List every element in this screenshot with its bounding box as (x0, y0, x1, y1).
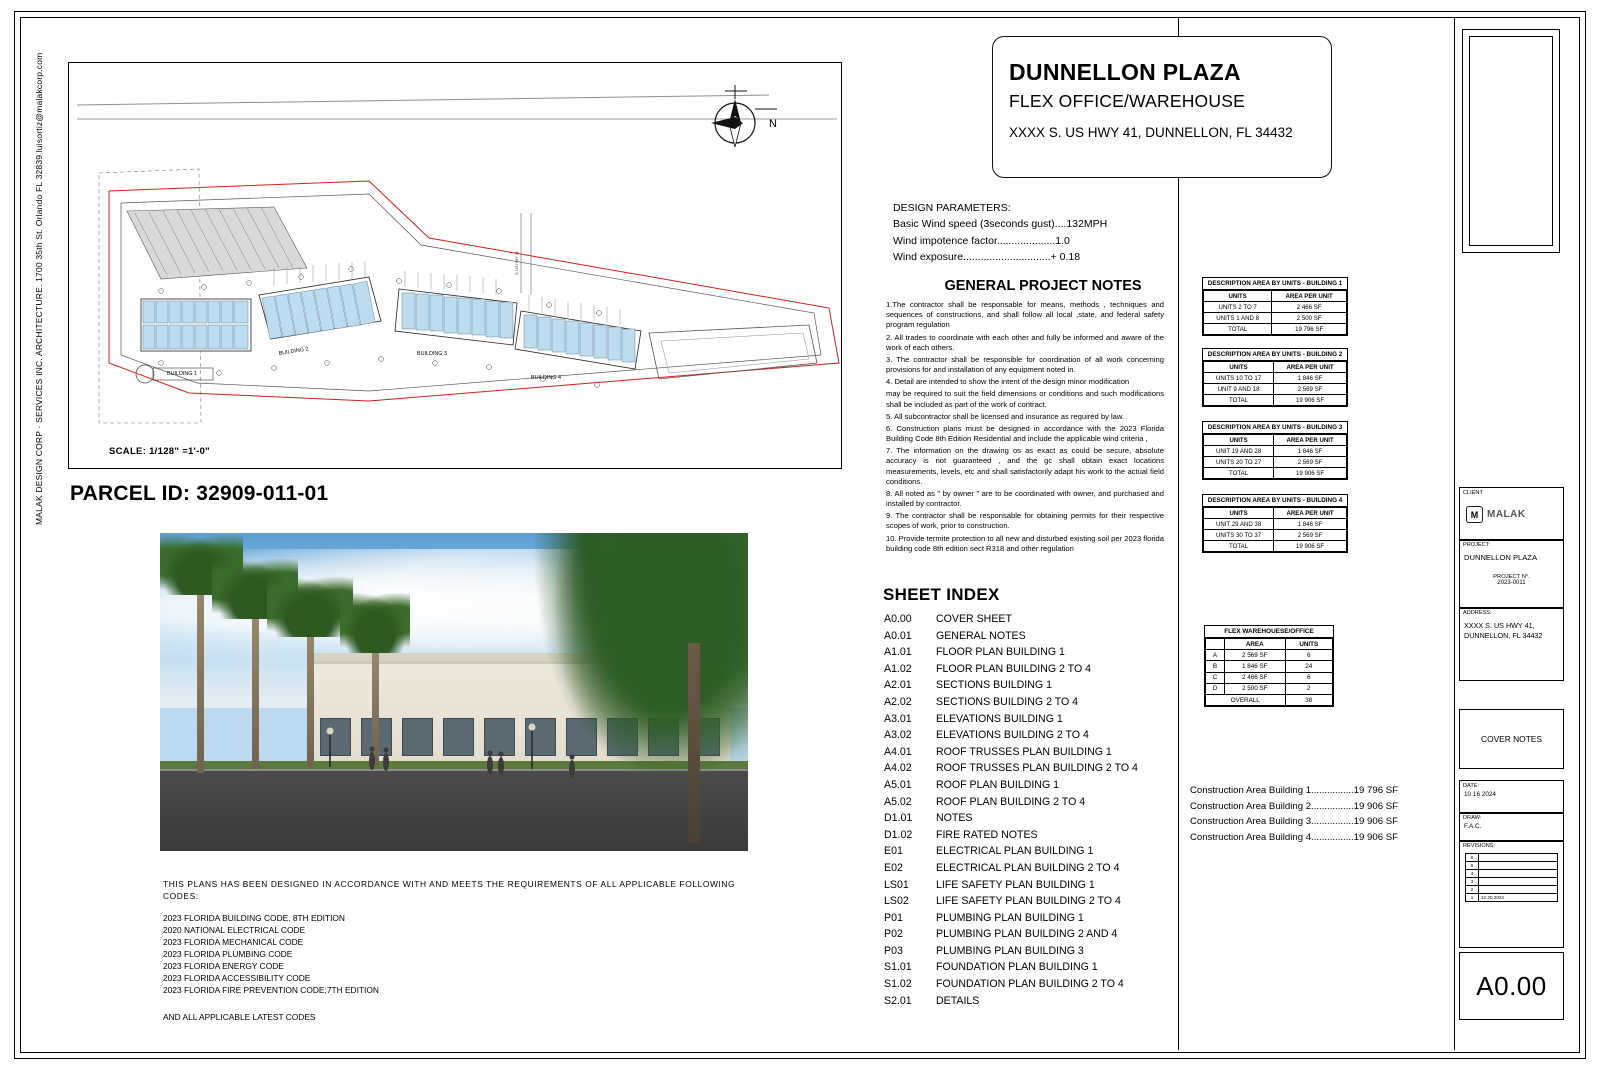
col-area: AREA PER UNIT (1272, 291, 1347, 302)
revision-number: 2 (1466, 886, 1479, 894)
total-value: 19 796 SF (1272, 324, 1347, 335)
revision-row (1466, 854, 1558, 862)
sheet-index-row[interactable] (884, 679, 1184, 691)
cell-type: C (1206, 672, 1225, 683)
table-row (1204, 313, 1347, 324)
cell-units: 6 (1285, 672, 1332, 683)
sheet-index-row[interactable] (884, 995, 1184, 1007)
design-parameters-heading: DESIGN PARAMETERS: (893, 202, 1011, 214)
sheet-name: PLUMBING PLAN BUILDING 3 (936, 944, 1084, 957)
sheet-index-row[interactable] (884, 812, 1184, 824)
sheet-index-row[interactable] (884, 696, 1184, 708)
sheet-index-row[interactable] (884, 829, 1184, 841)
total-label: TOTAL (1204, 324, 1272, 335)
codes-list (163, 913, 763, 996)
total-value: 19 906 SF (1274, 541, 1347, 552)
code-item: 2023 FLORIDA MECHANICAL CODE (163, 937, 304, 948)
table-row (1206, 650, 1333, 661)
sheet-name: FOUNDATION PLAN BUILDING 1 (936, 961, 1098, 974)
sheet-index-row[interactable] (884, 646, 1184, 658)
sheet-name: ELECTRICAL PLAN BUILDING 2 TO 4 (936, 861, 1120, 874)
codes-footer: AND ALL APPLICABLE LATEST CODES (163, 1011, 316, 1022)
draw-value: F.A.C. (1464, 823, 1482, 830)
code-item: 2023 FLORIDA PLUMBING CODE (163, 949, 293, 960)
col-units: UNITS (1204, 435, 1274, 446)
table-total-row (1204, 541, 1347, 552)
construction-area-line: Construction Area Building 3................19 906 SF (1190, 816, 1398, 828)
project-name: DUNNELLON PLAZA (1009, 59, 1241, 85)
flex-col-units: UNITS (1285, 639, 1332, 650)
sheet-code: A2.01 (884, 679, 912, 692)
svg-text:BUILDING 4: BUILDING 4 (531, 375, 561, 381)
col-area: AREA PER UNIT (1274, 508, 1347, 519)
project-no-label: PROJECT N°. (1493, 574, 1530, 581)
revision-text (1479, 854, 1558, 862)
code-item: 2023 FLORIDA BUILDING CODE, 8TH EDITION (163, 913, 345, 924)
flex-col-area: AREA (1224, 639, 1285, 650)
sheet-code: S2.01 (884, 994, 912, 1007)
site-plan-drawing (68, 62, 842, 469)
sheet-index-row[interactable] (884, 663, 1184, 675)
firm-logo-box (1462, 29, 1560, 253)
address-block (1459, 607, 1564, 681)
sheet-index-row[interactable] (884, 928, 1184, 940)
sheet-code: D1.02 (884, 828, 913, 841)
sheet-index-row[interactable] (884, 879, 1184, 891)
total-value: 19 906 SF (1274, 468, 1347, 479)
col-area: AREA PER UNIT (1274, 435, 1347, 446)
sheet-name: ELECTRICAL PLAN BUILDING 1 (936, 845, 1094, 858)
sheet-name: PLUMBING PLAN BUILDING 1 (936, 911, 1084, 924)
building-rendering-image (160, 533, 748, 851)
sheet-code: D1.01 (884, 812, 913, 825)
site-plan-scale-label: SCALE: 1/128" =1'-0" (109, 446, 210, 457)
general-note: 2. All trades to coordinate with each other and fully be informed and aware of the work of each others. (886, 332, 1164, 352)
table-total-row (1204, 324, 1347, 335)
table-row (1204, 446, 1347, 457)
revision-row (1466, 870, 1558, 878)
sheet-name: NOTES (936, 812, 973, 825)
cell-area: 2 569 SF (1274, 530, 1347, 541)
code-item: 2023 FLORIDA ACCESSIBILITY CODE (163, 972, 311, 983)
sheet-code: P03 (884, 944, 903, 957)
cell-units: 2 (1285, 683, 1332, 694)
area-table-building-4 (1202, 494, 1348, 553)
project-title-box (992, 36, 1332, 178)
construction-area-summary (1190, 783, 1398, 845)
revision-row (1466, 878, 1558, 886)
sheet-code: S1.01 (884, 961, 912, 974)
rendering-people (160, 533, 748, 851)
cell-area: 1 846 SF (1274, 446, 1347, 457)
firm-credit-text: MALAK DESIGN CORP · SERVICES INC. ARCHITECTURE. 1700 35th St. Orlando FL 32839 luisortiz@malakcorp.com (34, 52, 44, 525)
revision-row (1466, 886, 1558, 894)
table-total-row (1204, 468, 1347, 479)
sheet-code: A0.00 (884, 613, 912, 625)
parcel-id-label: PARCEL ID: 32909-011-01 (70, 482, 329, 505)
sheet-index-row[interactable] (884, 978, 1184, 990)
sheet-index-row[interactable] (884, 630, 1184, 642)
cell-units: UNITS 1 AND 8 (1204, 313, 1272, 324)
area-table-caption: DESCRIPTION AREA BY UNITS - BUILDING 2 (1203, 349, 1347, 361)
area-table-building-3 (1202, 421, 1348, 480)
table-overall-row (1206, 694, 1333, 705)
table-row (1204, 457, 1347, 468)
draw-block (1459, 812, 1564, 842)
svg-text:BUILDING 3: BUILDING 3 (417, 351, 447, 357)
revision-text (1479, 886, 1558, 894)
sheet-name: ROOF PLAN BUILDING 1 (936, 778, 1060, 791)
sheet-code: A5.02 (884, 795, 912, 808)
general-note: 1.The contractor shall be responsable for means, methods , techniques and sequences of constructions, and shall follow all local ,state, and federal safety program regulation (886, 300, 1164, 330)
sheet-index-row[interactable] (884, 746, 1184, 758)
client-block (1459, 487, 1564, 541)
table-total-row (1204, 395, 1347, 406)
svg-text:S. US HWY 41: S. US HWY 41 (515, 251, 519, 275)
area-table-caption: DESCRIPTION AREA BY UNITS - BUILDING 3 (1203, 422, 1347, 434)
sheet-name: SECTIONS BUILDING 2 TO 4 (936, 695, 1079, 708)
revision-number: 6 (1466, 854, 1479, 862)
general-notes-block (886, 300, 1164, 556)
revisions-table (1465, 853, 1558, 902)
revision-number: 5 (1466, 862, 1479, 870)
general-note: 10. Provide termite protection to all new and disturbed existing soil per 2023 florida building code 8th edition sect R318 and other regulation (886, 533, 1164, 553)
sheet-code: A1.02 (884, 662, 912, 675)
firm-credit-block (34, 52, 56, 830)
sheet-index-row[interactable] (884, 613, 1184, 625)
sheet-code: LS02 (884, 895, 909, 908)
general-note: 4. Detail are intended to show the intent of the design minor modification (886, 377, 1130, 387)
sheet-index-row[interactable] (884, 779, 1184, 791)
applicable-codes-block (163, 878, 763, 1023)
cell-units: 24 (1285, 661, 1332, 672)
flex-warehouse-office-table (1204, 625, 1334, 707)
project-no-value: 2023-0011 (1497, 580, 1526, 587)
cell-area: 1 846 SF (1274, 373, 1347, 384)
cell-area: 1 846 SF (1274, 519, 1347, 530)
sheet-code: A1.01 (884, 646, 912, 659)
project-address: XXXX S. US HWY 41, DUNNELLON, FL 34432 (1009, 125, 1293, 140)
total-value: 19 906 SF (1274, 395, 1347, 406)
sheet-name: COVER SHEET (936, 613, 1012, 625)
sheet-index-row[interactable] (884, 729, 1184, 741)
cell-type: A (1206, 650, 1225, 661)
construction-area-line: Construction Area Building 1................19 796 SF (1190, 785, 1398, 796)
sheet-index-row[interactable] (884, 796, 1184, 808)
cell-area: 1 846 SF (1224, 661, 1285, 672)
cell-area: 2 569 SF (1224, 650, 1285, 661)
general-note: 9. The contractor shall be responsable for obtaining permits for their respective scopes of work, prior to construction. (886, 511, 1164, 531)
cell-units: UNITS 2 TO 7 (1204, 302, 1272, 313)
sheet-name: FLOOR PLAN BUILDING 2 TO 4 (936, 662, 1092, 675)
sheet-index-row[interactable] (884, 762, 1184, 774)
sheet-code: A4.01 (884, 745, 912, 758)
area-table-building-1 (1202, 277, 1348, 336)
revision-number: 4 (1466, 870, 1479, 878)
col-units: UNITS (1204, 291, 1272, 302)
cell-units: UNITS 10 TO 17 (1204, 373, 1274, 384)
area-table-building-2 (1202, 348, 1348, 407)
malak-mark-icon: M (1466, 506, 1483, 523)
general-note: may be required to suit the field dimensions or conditions and such modifications shall be included as part of the work of contract. (886, 389, 1164, 409)
north-arrow-icon (695, 79, 781, 165)
general-note: 5. All subcontractor shall be licensed and insurance as required by law. (886, 411, 1125, 421)
date-label: DATE: (1463, 783, 1480, 789)
table-row (1204, 373, 1347, 384)
sheet-name: GENERAL NOTES (936, 629, 1026, 642)
table-row (1206, 683, 1333, 694)
revision-text (1479, 862, 1558, 870)
sheet-name: FLOOR PLAN BUILDING 1 (936, 646, 1065, 659)
flex-table-caption: FLEX WAREHOUESE/OFFICE (1205, 626, 1333, 638)
svg-text:BUILDING 2: BUILDING 2 (278, 346, 309, 357)
codes-header: THIS PLANS HAS BEEN DESIGNED IN ACCORDANCE WITH AND MEETS THE REQUIREMENTS OF ALL APPLICABLE FOLLOWING CODES: (163, 879, 736, 902)
svg-text:N: N (769, 118, 777, 130)
table-row (1206, 672, 1333, 683)
table-row (1204, 519, 1347, 530)
design-parameter-line: Wind impotence factor....................1.0 (893, 234, 1070, 247)
overall-value: 38 (1285, 694, 1332, 705)
project-label: PROJECT: (1463, 542, 1491, 548)
sheet-code: E02 (884, 861, 903, 874)
sheet-name: ROOF PLAN BUILDING 2 TO 4 (936, 795, 1086, 808)
sheet-code: LS01 (884, 878, 909, 891)
general-note: 3. The contractor shall be responsible for coordination of all work concerning provisions for and installation of any equipment noted in. (886, 354, 1164, 375)
project-block (1459, 539, 1564, 609)
svg-text:BUILDING 1: BUILDING 1 (167, 371, 197, 377)
cell-type: D (1206, 683, 1225, 694)
sheet-name: LIFE SAFETY PLAN BUILDING 1 (936, 878, 1095, 891)
cell-area: 2 569 SF (1274, 457, 1347, 468)
flex-col-blank (1206, 639, 1225, 650)
project-value: DUNNELLON PLAZA (1464, 553, 1538, 562)
code-item: 2020 NATIONAL ELECTRICAL CODE (163, 925, 306, 936)
construction-area-line: Construction Area Building 4................19 906 SF (1190, 831, 1398, 843)
cover-notes-block (1459, 709, 1564, 769)
sheet-index-row[interactable] (884, 713, 1184, 725)
col-area: AREA PER UNIT (1274, 362, 1347, 373)
total-label: TOTAL (1204, 468, 1274, 479)
cell-area: 2 569 SF (1274, 384, 1347, 395)
address-label: ADDRESS: (1463, 610, 1492, 616)
sheet-code: A5.01 (884, 778, 912, 791)
sheet-index-row[interactable] (884, 895, 1184, 907)
date-block (1459, 780, 1564, 814)
sheet-code: A3.01 (884, 712, 912, 725)
revisions-block (1459, 840, 1564, 948)
cell-units: UNIT 19 AND 28 (1204, 446, 1274, 457)
firm-logo-inner (1469, 36, 1553, 246)
cell-area: 2 466 SF (1224, 672, 1285, 683)
general-note: 8. All noted as " by owner " are to be coordinated with owner, and purchased and installed by contractor. (886, 488, 1164, 509)
col-units: UNITS (1204, 362, 1274, 373)
sheet-index-row[interactable] (884, 862, 1184, 874)
design-parameter-line: Wind exposure..............................+ 0.18 (893, 250, 1081, 263)
client-logo (1466, 506, 1563, 523)
sheet-code: E01 (884, 845, 903, 858)
sheet-name: PLUMBING PLAN BUILDING 2 AND 4 (936, 928, 1118, 941)
sheet-name: ROOF TRUSSES PLAN BUILDING 1 (936, 745, 1112, 758)
code-item: 2023 FLORIDA FIRE PREVENTION CODE;7TH EDITION (163, 984, 379, 995)
revision-text: 12 20 2024 (1479, 894, 1558, 902)
sheet-index-row[interactable] (884, 845, 1184, 857)
table-row (1204, 302, 1347, 313)
sheet-code: A2.02 (884, 695, 912, 708)
revision-text (1479, 870, 1558, 878)
overall-label: OVERALL (1206, 694, 1286, 705)
cell-units: UNIT 9 AND 18 (1204, 384, 1274, 395)
address-value: XXXX S. US HWY 41, DUNNELLON, FL 34432 (1464, 621, 1543, 640)
sheet-code: A3.02 (884, 729, 912, 742)
cell-type: B (1206, 661, 1225, 672)
construction-area-line: Construction Area Building 2................19 906 SF (1190, 800, 1398, 812)
cell-units: 6 (1285, 650, 1332, 661)
col-units: UNITS (1204, 508, 1274, 519)
cover-notes-label: COVER NOTES (1481, 734, 1542, 744)
sheet-name: SECTIONS BUILDING 1 (936, 679, 1052, 692)
draw-label: DRAW: (1463, 815, 1482, 821)
design-parameters-block (893, 200, 1183, 265)
sheet-name: FOUNDATION PLAN BUILDING 2 TO 4 (936, 978, 1124, 991)
cell-units: UNIT 29 AND 38 (1204, 519, 1274, 530)
sheet-code: A0.01 (884, 629, 912, 642)
sheet-name: ELEVATIONS BUILDING 2 TO 4 (936, 729, 1089, 742)
sheet-index-row[interactable] (884, 945, 1184, 957)
code-item: 2023 FLORIDA ENERGY CODE (163, 961, 284, 972)
sheet-name: DETAILS (936, 994, 980, 1007)
total-label: TOTAL (1204, 395, 1274, 406)
cell-area: 2 500 SF (1224, 683, 1285, 694)
sheet-name: LIFE SAFETY PLAN BUILDING 2 TO 4 (936, 895, 1121, 908)
revisions-label: REVISIONS: (1463, 843, 1496, 849)
total-label: TOTAL (1204, 541, 1274, 552)
revision-number: 1 (1466, 894, 1479, 902)
general-note: 6. Construction plans must be designed in accordance with the 2023 Florida Building Code 8th Edition Residential and include the applicable wind criteria , (886, 423, 1164, 444)
client-logo-text: MALAK (1487, 509, 1526, 520)
sheet-code: S1.02 (884, 978, 912, 991)
sheet-index-row[interactable] (884, 961, 1184, 973)
table-row (1206, 661, 1333, 672)
sheet-code: P02 (884, 928, 903, 941)
cell-units: UNITS 30 TO 37 (1204, 530, 1274, 541)
cell-area: 2 500 SF (1272, 313, 1347, 324)
revision-row (1466, 894, 1558, 902)
sheet-name: ELEVATIONS BUILDING 1 (936, 712, 1063, 725)
date-value: 10 16 2024 (1464, 791, 1496, 798)
sheet-index-title: SHEET INDEX (883, 585, 1000, 604)
revision-number: 3 (1466, 878, 1479, 886)
sheet-code: A4.02 (884, 762, 912, 775)
area-table-caption: DESCRIPTION AREA BY UNITS - BUILDING 4 (1203, 495, 1347, 507)
sheet-number-block (1459, 952, 1564, 1020)
sheet-name: FIRE RATED NOTES (936, 828, 1038, 841)
vertical-divider-right (1454, 18, 1455, 1050)
client-label: CLIENT (1463, 490, 1483, 496)
general-note: 7. The information on the drawing os as exact as could be secure, absolute accuracy is not guaranteed , and the gc shall obtain exact locations measurements, levels, etc and shall satisfactorily adapt his work to the actual field conditions. (886, 446, 1164, 486)
revision-text (1479, 878, 1558, 886)
table-row (1204, 530, 1347, 541)
sheet-name: ROOF TRUSSES PLAN BUILDING 2 TO 4 (936, 762, 1138, 775)
sheet-index-row[interactable] (884, 912, 1184, 924)
sheet-code: P01 (884, 911, 903, 924)
sheet-number: A0.00 (1476, 970, 1547, 1001)
cell-units: UNITS 20 TO 27 (1204, 457, 1274, 468)
general-notes-title: GENERAL PROJECT NOTES (944, 278, 1142, 294)
design-parameter-line: Basic Wind speed (3seconds gust)....132MPH (893, 218, 1108, 231)
revision-row (1466, 862, 1558, 870)
sheet-index-list (884, 613, 1184, 1011)
table-row (1204, 384, 1347, 395)
area-table-caption: DESCRIPTION AREA BY UNITS - BUILDING 1 (1203, 278, 1347, 290)
project-type: FLEX OFFICE/WAREHOUSE (1009, 91, 1245, 111)
cell-area: 2 466 SF (1272, 302, 1347, 313)
